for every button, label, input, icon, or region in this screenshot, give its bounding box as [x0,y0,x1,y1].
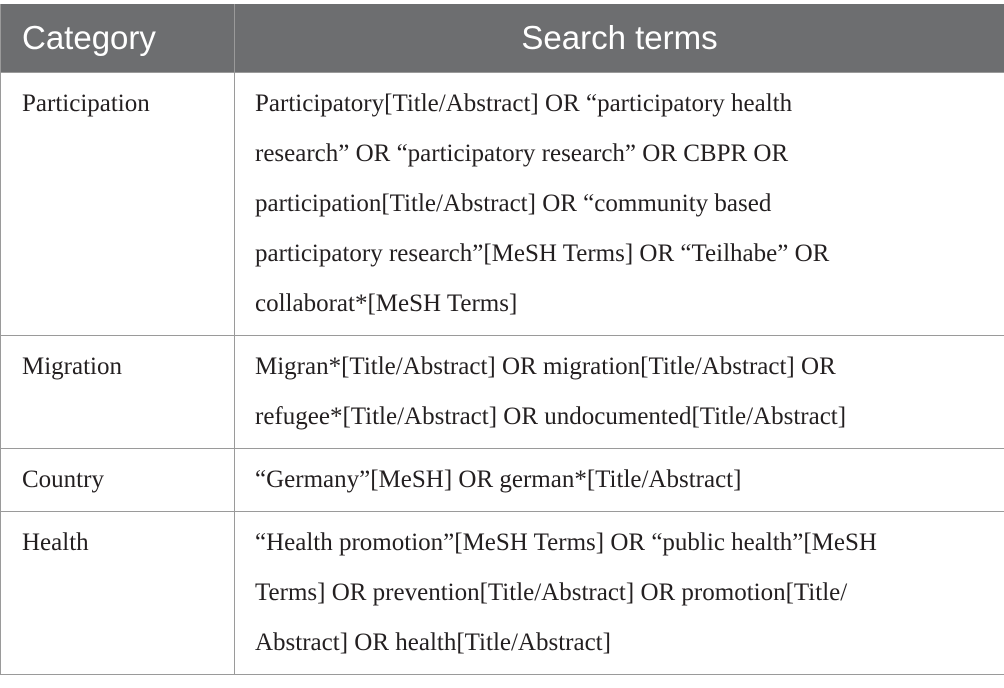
term-line: collaborat*[MeSH Terms] [255,290,518,317]
term-line: “Germany”[MeSH] OR german*[Title/Abstract] [255,466,742,493]
table-row-country [1,449,1004,512]
search-terms-table [0,4,1004,675]
table-header [1,4,1004,73]
table-row-migration [1,336,1004,449]
category-cell: Participation [1,73,235,336]
search-terms-cell [235,449,1004,512]
table-body [1,73,1004,675]
search-terms-table-container [0,4,1004,675]
term-line: Abstract] OR health[Title/Abstract] [255,629,611,656]
term-line: participation[Title/Abstract] OR “community based [255,190,772,217]
term-line: “Health promotion”[MeSH Terms] OR “public health”[MeSH [255,529,877,556]
term-line: Terms] OR prevention[Title/Abstract] OR promotion[Title/ [255,579,848,606]
term-line: refugee*[Title/Abstract] OR undocumented[Title/Abstract] [255,403,847,430]
category-cell: Migration [1,336,235,449]
header-category: Category [1,4,235,73]
table-row-participation [1,73,1004,336]
category-cell: Country [1,449,235,512]
term-line: research” OR “participatory research” OR CBPR OR [255,140,789,167]
category-cell: Health [1,512,235,675]
header-row [1,4,1004,73]
search-terms-cell [235,512,1004,675]
term-line: participatory research”[MeSH Terms] OR “Teilhabe” OR [255,240,830,267]
term-line: Participatory[Title/Abstract] OR “participatory health [255,90,793,117]
term-line: Migran*[Title/Abstract] OR migration[Title/Abstract] OR [255,353,836,380]
table-row-health [1,512,1004,675]
search-terms-cell [235,336,1004,449]
search-terms-cell [235,73,1004,336]
header-search-terms: Search terms [235,4,1004,73]
